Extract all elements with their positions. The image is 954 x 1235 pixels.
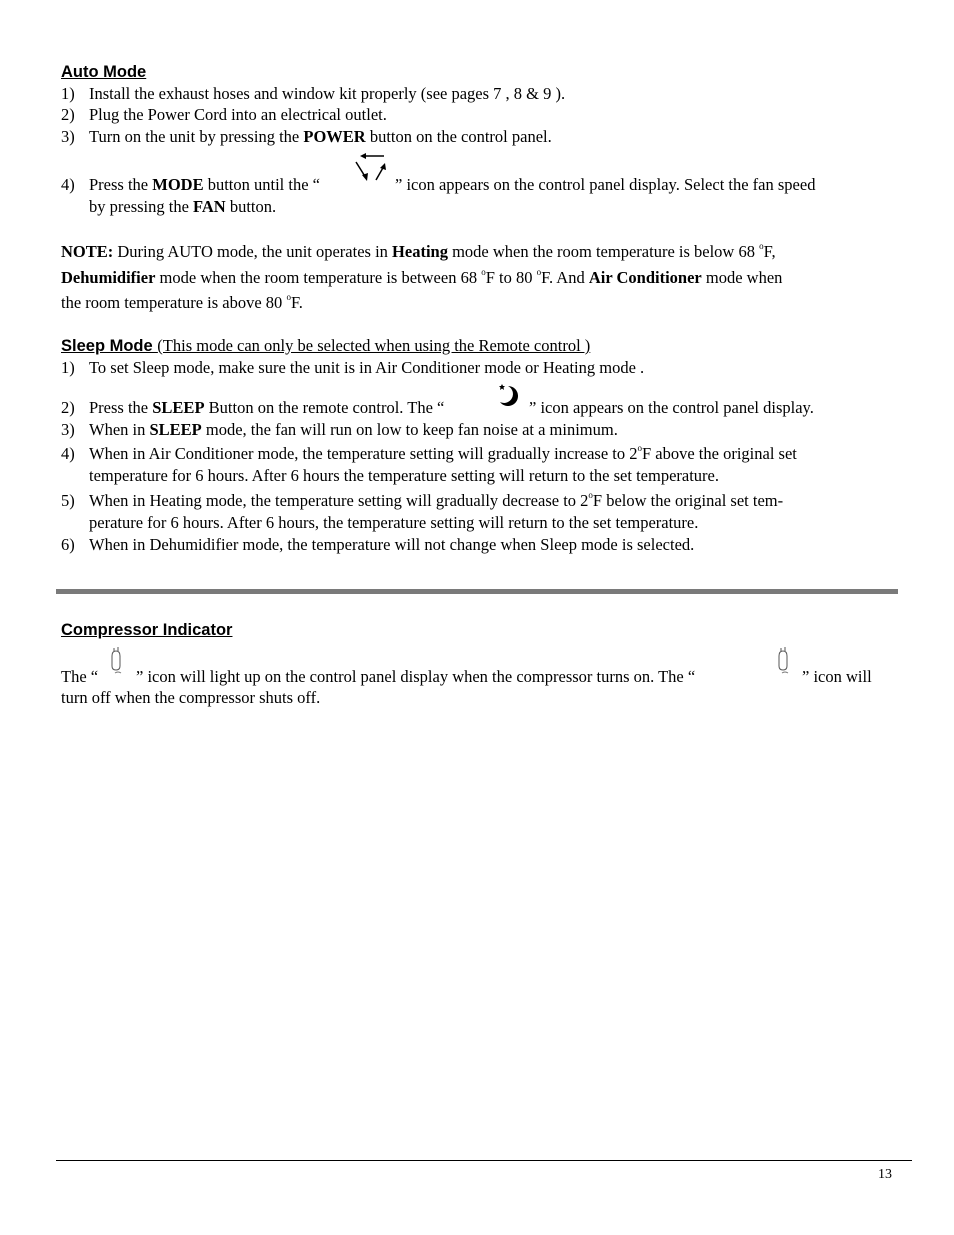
sleep-item-6-text: When in Dehumidifier mode, the temperature will not change when Sleep mode is selected. — [89, 535, 695, 554]
sleep-mode-heading: Sleep Mode (This mode can only be selected when using the Remote control ) — [61, 336, 591, 355]
auto-item-4-line2: by pressing the FAN button. — [89, 197, 277, 216]
auto-item-3-text: Turn on the unit by pressing the POWER button on the control panel. — [89, 127, 552, 146]
auto-mode-heading: Auto Mode — [61, 63, 147, 81]
compressor-line-1-cont: ” icon will light up on the control panel display when the compressor turns on. The “ — [136, 667, 696, 686]
auto-item-2-number: 2) — [61, 105, 75, 124]
sleep-item-4-line2: temperature for 6 hours. After 6 hours the temperature setting will return to the set temperature. — [89, 466, 719, 485]
compressor-heading: Compressor Indicator — [61, 621, 233, 639]
sleep-mode-heading-note: (This mode can only be selected when using the Remote control ) — [157, 336, 591, 355]
sleep-item-2-number: 2) — [61, 398, 75, 417]
section-divider — [56, 589, 898, 594]
moon-icon — [494, 382, 524, 408]
auto-mode-arrows-icon — [352, 150, 392, 186]
sleep-item-5-line2: perature for 6 hours. After 6 hours, the temperature setting will return to the set temperature. — [89, 513, 699, 532]
note-line-2: Dehumidifier mode when the room temperature is between 68 $^o$F to 80 $^o$F. And Air Conditioner mode when — [61, 267, 783, 287]
compressor-line-1: The “ — [61, 667, 99, 686]
sleep-item-4-line1: When in Air Conditioner mode, the temperature setting will gradually increase to 2$^o$F above the original set — [89, 443, 797, 463]
note-line-3: the room temperature is above 80 $^o$F. — [61, 292, 303, 312]
sleep-item-2-text: Press the SLEEP Button on the remote control. The “ — [89, 398, 445, 417]
auto-item-2-text: Plug the Power Cord into an electrical outlet. — [89, 105, 387, 124]
auto-item-4-text-cont: ” icon appears on the control panel display. Select the fan speed — [395, 175, 816, 194]
sleep-item-1-text: To set Sleep mode, make sure the unit is in Air Conditioner mode or Heating mode . — [89, 358, 645, 377]
compressor-line-2: turn off when the compressor shuts off. — [61, 688, 321, 707]
compressor-icon — [104, 646, 130, 676]
page-number: 13 — [878, 1167, 892, 1182]
auto-item-4-text: Press the MODE button until the “ — [89, 175, 320, 194]
auto-item-1-number: 1) — [61, 84, 75, 103]
sleep-item-4-number: 4) — [61, 444, 75, 463]
sleep-item-1-number: 1) — [61, 358, 75, 377]
compressor-icon-second — [771, 646, 797, 676]
sleep-item-3-text: When in SLEEP mode, the fan will run on low to keep fan noise at a minimum. — [89, 420, 618, 439]
auto-item-3-number: 3) — [61, 127, 75, 146]
sleep-item-5-number: 5) — [61, 491, 75, 510]
compressor-line-1-end: ” icon will — [802, 667, 872, 686]
sleep-item-5-line1: When in Heating mode, the temperature setting will gradually decrease to 2$^o$F below the original set tem- — [89, 490, 784, 510]
auto-item-1-text: Install the exhaust hoses and window kit properly (see pages 7 , 8 & 9 ). — [89, 84, 566, 103]
sleep-item-6-number: 6) — [61, 535, 75, 554]
sleep-item-3-number: 3) — [61, 420, 75, 439]
note-line-1: NOTE: During AUTO mode, the unit operates in Heating mode when the room temperature is below 68 $^o$F, — [61, 241, 776, 261]
footer-rule — [56, 1160, 912, 1161]
sleep-item-2-text-cont: ” icon appears on the control panel display. — [529, 398, 814, 417]
auto-item-4-number: 4) — [61, 175, 75, 194]
